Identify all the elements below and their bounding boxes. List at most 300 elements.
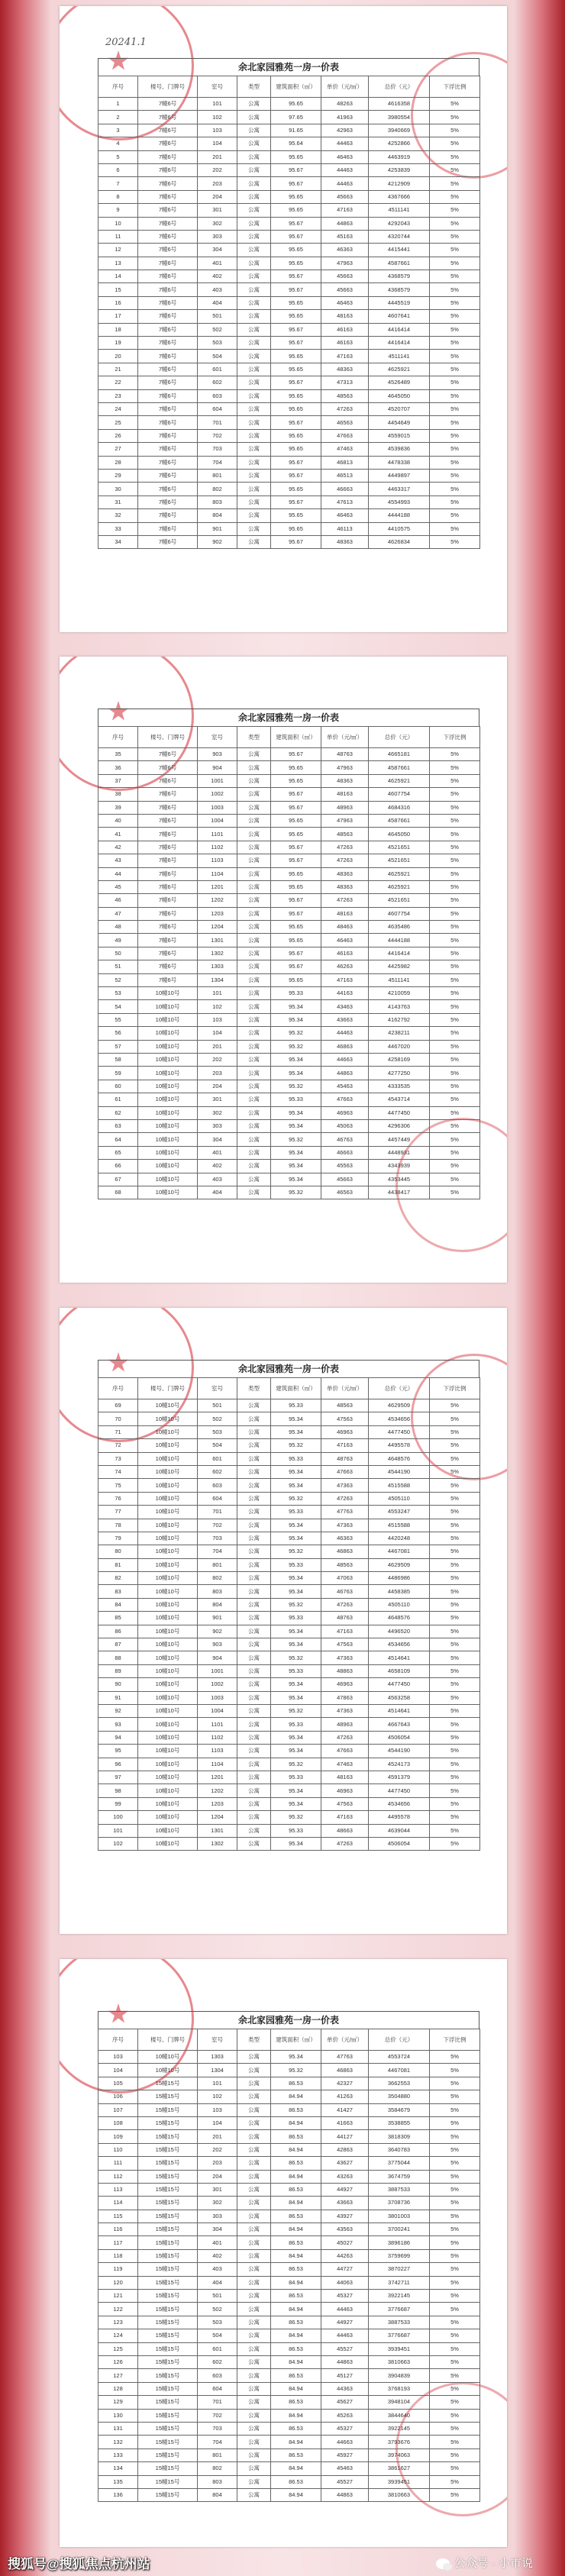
table-cell: 10幢10号 <box>138 1664 198 1677</box>
table-cell: 公寓 <box>237 416 271 429</box>
table-cell: 86.53 <box>271 2316 321 2329</box>
table-cell: 44 <box>98 867 138 880</box>
table-cell: 公寓 <box>237 2064 271 2077</box>
table-cell: 4420248 <box>369 1532 430 1545</box>
table-cell: 98 <box>98 1784 138 1797</box>
table-cell: 4296306 <box>369 1119 430 1132</box>
table-cell: 1002 <box>198 1678 237 1691</box>
table-cell: 76 <box>98 1492 138 1505</box>
table-cell: 5% <box>430 867 480 880</box>
table-cell: 95.32 <box>271 1492 321 1505</box>
table-cell: 4463317 <box>369 483 430 496</box>
table-cell: 82 <box>98 1572 138 1585</box>
table-cell: 4143763 <box>369 1000 430 1013</box>
table-cell: 4521651 <box>369 841 430 854</box>
table-cell: 公寓 <box>237 1532 271 1545</box>
table-cell: 公寓 <box>237 509 271 522</box>
table-cell: 44663 <box>321 1053 369 1066</box>
table-cell: 95.32 <box>271 1811 321 1824</box>
table-cell: 公寓 <box>237 2276 271 2289</box>
table-cell: 601 <box>198 2342 237 2355</box>
table-cell: 48463 <box>321 921 369 934</box>
table-cell: 48763 <box>321 1452 369 1465</box>
table-cell: 10幢10号 <box>138 2064 198 2077</box>
table-cell: 7幢6号 <box>138 947 198 960</box>
table-cell: 4457449 <box>369 1133 430 1146</box>
table-cell: 84.94 <box>271 2488 321 2501</box>
table-row <box>98 1811 480 1824</box>
table-cell: 48163 <box>321 907 369 920</box>
table-cell: 92 <box>98 1704 138 1717</box>
table-cell: 603 <box>198 2369 237 2382</box>
table-cell: 47163 <box>321 1811 369 1824</box>
table-cell: 公寓 <box>237 788 271 801</box>
table-cell: 56 <box>98 1027 138 1040</box>
table-cell: 公寓 <box>237 2249 271 2262</box>
table-cell: 10幢10号 <box>138 1519 198 1532</box>
table-row <box>98 1452 480 1465</box>
table-cell: 114 <box>98 2197 138 2210</box>
table-cell: 5% <box>430 111 480 124</box>
table-cell: 88 <box>98 1651 138 1664</box>
table-cell: 5% <box>430 1638 480 1651</box>
table-cell: 116 <box>98 2223 138 2236</box>
table-cell: 46163 <box>321 337 369 350</box>
table-cell: 公寓 <box>237 2143 271 2156</box>
table-row <box>98 1519 480 1532</box>
column-header: 下浮比例 <box>430 76 480 98</box>
table-cell: 5 <box>98 150 138 163</box>
table-cell: 1301 <box>198 934 237 947</box>
table-cell: 1203 <box>198 907 237 920</box>
table-cell: 80 <box>98 1545 138 1558</box>
table-cell: 47163 <box>321 350 369 363</box>
table-cell: 95.34 <box>271 1784 321 1797</box>
table-row <box>98 1186 480 1199</box>
table-cell: 4448931 <box>369 1146 430 1159</box>
table-cell: 402 <box>198 1160 237 1173</box>
table-cell: 97 <box>98 1771 138 1784</box>
table-cell: 47263 <box>321 402 369 415</box>
table-cell: 102 <box>98 1837 138 1850</box>
table-cell: 3776687 <box>369 2329 430 2342</box>
table-cell: 37 <box>98 774 138 787</box>
table-cell: 7幢6号 <box>138 841 198 854</box>
table-row <box>98 416 480 429</box>
table-row <box>98 190 480 203</box>
table-row <box>98 111 480 124</box>
table-cell: 95.67 <box>271 337 321 350</box>
table-cell: 47663 <box>321 1745 369 1758</box>
table-cell: 95.65 <box>271 98 321 111</box>
table-row <box>98 1000 480 1013</box>
table-cell: 47763 <box>321 2051 369 2064</box>
table-row <box>98 2342 480 2355</box>
table-cell: 604 <box>198 2382 237 2395</box>
table-cell: 109 <box>98 2130 138 2143</box>
table-cell: 7幢6号 <box>138 217 198 230</box>
table-cell: 95.67 <box>271 748 321 761</box>
table-cell: 4625921 <box>369 363 430 376</box>
table-cell: 95.65 <box>271 296 321 309</box>
column-header: 总价（元） <box>369 2029 430 2051</box>
table-cell: 403 <box>198 2263 237 2276</box>
table-cell: 5% <box>430 456 480 469</box>
table-cell: 公寓 <box>237 389 271 402</box>
column-header: 建筑面积（㎡） <box>271 727 321 748</box>
table-cell: 公寓 <box>237 960 271 973</box>
table-cell: 46863 <box>321 2064 369 2077</box>
table-cell: 8 <box>98 190 138 203</box>
table-cell: 3904839 <box>369 2369 430 2382</box>
table-cell: 15幢15号 <box>138 2143 198 2156</box>
table-cell: 公寓 <box>237 2077 271 2090</box>
table-cell: 44927 <box>321 2183 369 2196</box>
table-cell: 7幢6号 <box>138 509 198 522</box>
table-cell: 公寓 <box>237 1412 271 1425</box>
table-cell: 5% <box>430 2236 480 2249</box>
column-header: 楼号、门牌号 <box>138 727 198 748</box>
table-cell: 公寓 <box>237 310 271 323</box>
table-cell: 65 <box>98 1146 138 1159</box>
table-row <box>98 1053 480 1066</box>
table-cell: 704 <box>198 2436 237 2448</box>
table-cell: 4258169 <box>369 1053 430 1066</box>
table-cell: 3948104 <box>369 2396 430 2409</box>
table-row <box>98 2409 480 2422</box>
table-cell: 84.94 <box>271 2276 321 2289</box>
table-cell: 公寓 <box>237 1160 271 1173</box>
table-cell: 5% <box>430 204 480 217</box>
table-cell: 5% <box>430 1598 480 1611</box>
price-list-page <box>60 657 507 1283</box>
table-row <box>98 177 480 190</box>
table-cell: 46963 <box>321 1784 369 1797</box>
table-cell: 46663 <box>321 1146 369 1159</box>
table-cell: 公寓 <box>237 1745 271 1758</box>
table-cell: 4320744 <box>369 230 430 243</box>
table-cell: 303 <box>198 1119 237 1132</box>
table-cell: 48363 <box>321 880 369 893</box>
table-cell: 7幢6号 <box>138 350 198 363</box>
table-cell: 7幢6号 <box>138 150 198 163</box>
table-cell: 127 <box>98 2369 138 2382</box>
table-cell: 86.53 <box>271 2103 321 2116</box>
table-cell: 301 <box>198 1093 237 1106</box>
price-list-page <box>60 1959 507 2547</box>
table-cell: 1302 <box>198 1837 237 1850</box>
table-cell: 202 <box>198 1053 237 1066</box>
wechat-watermark <box>436 2555 533 2571</box>
table-cell: 5% <box>430 2143 480 2156</box>
table-cell: 801 <box>198 2448 237 2461</box>
table-cell: 15幢15号 <box>138 2369 198 2382</box>
table-cell: 4505110 <box>369 1492 430 1505</box>
table-cell: 70 <box>98 1412 138 1425</box>
table-row <box>98 973 480 986</box>
table-cell: 公寓 <box>237 2303 271 2316</box>
table-cell: 801 <box>198 469 237 482</box>
table-cell: 112 <box>98 2170 138 2183</box>
table-cell: 95.67 <box>271 456 321 469</box>
table-cell: 5% <box>430 1013 480 1026</box>
table-cell: 501 <box>198 2290 237 2303</box>
table-cell: 73 <box>98 1452 138 1465</box>
table-cell: 5% <box>430 2116 480 2129</box>
table-cell: 10 <box>98 217 138 230</box>
table-cell: 46863 <box>321 1040 369 1053</box>
table-cell: 44463 <box>321 1027 369 1040</box>
table-cell: 3793676 <box>369 2436 430 2448</box>
table-row <box>98 1506 480 1519</box>
column-header: 楼号、门牌号 <box>138 2029 198 2051</box>
table-row <box>98 1745 480 1758</box>
table-cell: 47363 <box>321 1704 369 1717</box>
table-row <box>98 2462 480 2475</box>
table-cell: 801 <box>198 1558 237 1571</box>
table-cell: 公寓 <box>237 1186 271 1199</box>
table-cell: 公寓 <box>237 98 271 111</box>
table-cell: 10幢10号 <box>138 1797 198 1810</box>
table-cell: 公寓 <box>237 2475 271 2488</box>
table-cell: 4444188 <box>369 509 430 522</box>
table-cell: 3887533 <box>369 2316 430 2329</box>
table-cell: 95.65 <box>271 443 321 456</box>
table-cell: 公寓 <box>237 934 271 947</box>
table-cell: 7幢6号 <box>138 748 198 761</box>
table-cell: 10幢10号 <box>138 1425 198 1438</box>
table-cell: 47163 <box>321 1625 369 1638</box>
table-cell: 46463 <box>321 934 369 947</box>
table-cell: 44727 <box>321 2263 369 2276</box>
table-cell: 公寓 <box>237 1718 271 1731</box>
table-cell: 132 <box>98 2436 138 2448</box>
table-cell: 44863 <box>321 1067 369 1080</box>
table-cell: 15幢15号 <box>138 2236 198 2249</box>
table-cell: 95.65 <box>271 921 321 934</box>
table-cell: 7幢6号 <box>138 244 198 257</box>
table-cell: 24 <box>98 402 138 415</box>
table-cell: 95.32 <box>271 1186 321 1199</box>
table-cell: 公寓 <box>237 1811 271 1824</box>
table-cell: 4506054 <box>369 1731 430 1744</box>
table-cell: 63 <box>98 1119 138 1132</box>
table-cell: 135 <box>98 2475 138 2488</box>
table-cell: 5% <box>430 2342 480 2355</box>
table-cell: 公寓 <box>237 2051 271 2064</box>
table-cell: 89 <box>98 1664 138 1677</box>
table-row <box>98 1837 480 1850</box>
table-cell: 18 <box>98 323 138 336</box>
table-cell: 95.67 <box>271 535 321 548</box>
table-row <box>98 1067 480 1080</box>
wechat-icon <box>436 2558 450 2569</box>
table-row <box>98 270 480 283</box>
table-cell: 104 <box>198 1027 237 1040</box>
table-cell: 4367666 <box>369 190 430 203</box>
table-cell: 3887533 <box>369 2183 430 2196</box>
table-cell: 802 <box>198 1572 237 1585</box>
table-cell: 5% <box>430 244 480 257</box>
column-header: 类型 <box>237 76 271 98</box>
table-cell: 7幢6号 <box>138 921 198 934</box>
table-row <box>98 1412 480 1425</box>
table-row <box>98 828 480 841</box>
table-cell: 5% <box>430 2157 480 2170</box>
table-row <box>98 257 480 270</box>
table-cell: 84.94 <box>271 2116 321 2129</box>
table-cell: 86.53 <box>271 2157 321 2170</box>
table-cell: 115 <box>98 2210 138 2223</box>
table-cell: 10幢10号 <box>138 1173 198 1186</box>
table-cell: 5% <box>430 2316 480 2329</box>
table-cell: 10幢10号 <box>138 1465 198 1478</box>
table-cell: 3768193 <box>369 2382 430 2395</box>
table-row <box>98 1598 480 1611</box>
table-cell: 7幢6号 <box>138 880 198 893</box>
table-cell: 95.65 <box>271 867 321 880</box>
table-cell: 95.67 <box>271 230 321 243</box>
table-cell: 5% <box>430 1612 480 1625</box>
table-row <box>98 456 480 469</box>
table-cell: 公寓 <box>237 1545 271 1558</box>
table-cell: 5% <box>430 1519 480 1532</box>
table-cell: 公寓 <box>237 1771 271 1784</box>
table-cell: 7幢6号 <box>138 814 198 827</box>
table-cell: 4591379 <box>369 1771 430 1784</box>
table-cell: 703 <box>198 443 237 456</box>
table-cell: 86.53 <box>271 2422 321 2435</box>
table-cell: 5% <box>430 1558 480 1571</box>
table-cell: 4658109 <box>369 1664 430 1677</box>
table-cell: 5% <box>430 1133 480 1146</box>
table-cell: 47263 <box>321 1731 369 1744</box>
table-cell: 10幢10号 <box>138 1013 198 1026</box>
table-row <box>98 1545 480 1558</box>
table-cell: 公寓 <box>237 137 271 150</box>
table-cell: 35 <box>98 748 138 761</box>
table-cell: 5% <box>430 2462 480 2475</box>
table-cell: 7幢6号 <box>138 535 198 548</box>
table-row <box>98 2263 480 2276</box>
table-cell: 72 <box>98 1439 138 1452</box>
table-row <box>98 788 480 801</box>
table-row <box>98 1146 480 1159</box>
table-cell: 504 <box>198 2329 237 2342</box>
table-cell: 95.67 <box>271 270 321 283</box>
table-cell: 10幢10号 <box>138 1771 198 1784</box>
table-cell: 4645050 <box>369 389 430 402</box>
table-cell: 10幢10号 <box>138 987 198 1000</box>
table-cell: 4616358 <box>369 98 430 111</box>
table-cell: 45663 <box>321 1173 369 1186</box>
table-cell: 1203 <box>198 1797 237 1810</box>
table-row <box>98 1492 480 1505</box>
table-cell: 4210059 <box>369 987 430 1000</box>
table-cell: 46763 <box>321 1133 369 1146</box>
table-cell: 19 <box>98 337 138 350</box>
table-cell: 95.34 <box>271 1585 321 1598</box>
table-cell: 5% <box>430 2436 480 2448</box>
table-row <box>98 1824 480 1837</box>
table-cell: 4514641 <box>369 1704 430 1717</box>
table-cell: 4438417 <box>369 1186 430 1199</box>
table-cell: 504 <box>198 350 237 363</box>
table-cell: 3939451 <box>369 2342 430 2355</box>
table-cell: 20 <box>98 350 138 363</box>
column-header: 类型 <box>237 1378 271 1399</box>
table-cell: 10幢10号 <box>138 1585 198 1598</box>
table-cell: 公寓 <box>237 1027 271 1040</box>
table-cell: 5% <box>430 137 480 150</box>
table-cell: 95.67 <box>271 416 321 429</box>
table-cell: 5% <box>430 416 480 429</box>
table-cell: 84.94 <box>271 2355 321 2368</box>
table-cell: 5% <box>430 2051 480 2064</box>
table-cell: 47963 <box>321 257 369 270</box>
table-cell: 302 <box>198 217 237 230</box>
column-header: 楼号、门牌号 <box>138 76 198 98</box>
table-cell: 61 <box>98 1093 138 1106</box>
table-cell: 604 <box>198 402 237 415</box>
table-cell: 10幢10号 <box>138 1452 198 1465</box>
table-cell: 46363 <box>321 1532 369 1545</box>
table-cell: 10幢10号 <box>138 1106 198 1119</box>
table-cell: 95.67 <box>271 323 321 336</box>
table-cell: 5% <box>430 814 480 827</box>
table-cell: 5% <box>430 469 480 482</box>
table-cell: 202 <box>198 2143 237 2156</box>
table-cell: 10幢10号 <box>138 1598 198 1611</box>
table-cell: 5% <box>430 124 480 137</box>
table-cell: 1004 <box>198 814 237 827</box>
table-cell: 7幢6号 <box>138 788 198 801</box>
table-row <box>98 2355 480 2368</box>
table-cell: 95.32 <box>271 1651 321 1664</box>
table-cell: 84.94 <box>271 2382 321 2395</box>
table-cell: 4416414 <box>369 947 430 960</box>
table-cell: 公寓 <box>237 2090 271 2103</box>
table-cell: 47463 <box>321 1758 369 1771</box>
table-cell: 502 <box>198 2303 237 2316</box>
table-cell: 5% <box>430 2382 480 2395</box>
table-row <box>98 1585 480 1598</box>
table-cell: 83 <box>98 1585 138 1598</box>
table-cell: 4665181 <box>369 748 430 761</box>
table-cell: 44463 <box>321 2329 369 2342</box>
table-cell: 27 <box>98 443 138 456</box>
table-cell: 5% <box>430 2197 480 2210</box>
table-cell: 13 <box>98 257 138 270</box>
table-cell: 1003 <box>198 1691 237 1704</box>
table-cell: 95.67 <box>271 907 321 920</box>
table-cell: 公寓 <box>237 1558 271 1571</box>
table-cell: 904 <box>198 761 237 774</box>
table-cell: 3662553 <box>369 2077 430 2090</box>
table-cell: 5% <box>430 1093 480 1106</box>
table-cell: 48363 <box>321 363 369 376</box>
column-header: 序号 <box>98 2029 138 2051</box>
table-cell: 4587661 <box>369 814 430 827</box>
column-header: 下浮比例 <box>430 1378 480 1399</box>
table-cell: 5% <box>430 801 480 814</box>
table-cell: 403 <box>198 283 237 296</box>
table-cell: 59 <box>98 1067 138 1080</box>
table-cell: 95.33 <box>271 1824 321 1837</box>
table-cell: 10幢10号 <box>138 1558 198 1571</box>
table-cell: 48363 <box>321 774 369 787</box>
table-cell: 95.34 <box>271 1067 321 1080</box>
